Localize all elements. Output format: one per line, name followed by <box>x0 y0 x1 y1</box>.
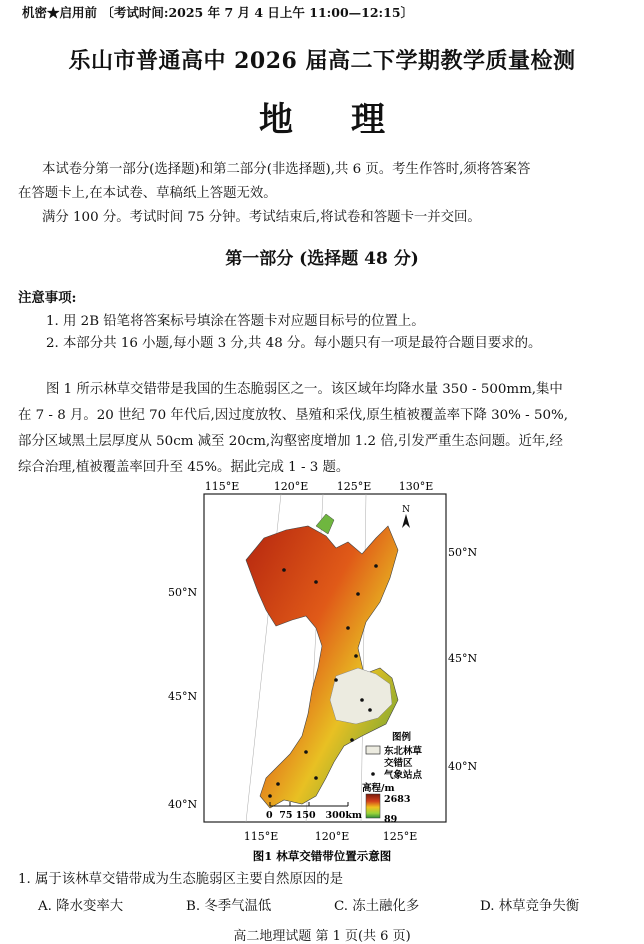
passage-line-1: 图 1 所示林草交错带是我国的生态脆弱区之一。该区域年均降水量 350 - 500mm,集中 <box>46 382 563 397</box>
left-lat-40: 40°N <box>168 798 198 811</box>
option-a[interactable]: A. 降水变率大 <box>38 899 124 914</box>
bottom-lon-120: 120°E <box>314 830 350 843</box>
svg-text:0 75 150 300km: 0 75 150 300km <box>266 810 362 821</box>
option-d[interactable]: D. 林草竞争失衡 <box>480 899 580 914</box>
svg-text:交错区: 交错区 <box>384 758 413 769</box>
exam-title: 乐山市普通高中 2026 届高二下学期教学质量检测 <box>68 48 576 74</box>
page-footer: 高二地理试题 第 1 页(共 6 页) <box>233 929 411 944</box>
notes-label: 注意事项: <box>18 290 77 306</box>
confidential-header: 机密★启用前 〔考试时间:2025 年 7 月 4 日上午 11:00—12:15〕 <box>22 5 414 20</box>
svg-text:图例: 图例 <box>392 732 412 743</box>
figure-1-map <box>166 478 478 868</box>
top-lon-130: 130°E <box>398 480 434 493</box>
svg-text:气象站点: 气象站点 <box>384 770 423 781</box>
right-lat-45: 45°N <box>448 652 478 665</box>
left-lat-45: 45°N <box>168 690 198 703</box>
note-2: 2. 本部分共 16 小题,每小题 3 分,共 48 分。每小题只有一项是最符合题目要求的。 <box>46 336 542 351</box>
passage-line-3: 部分区域黑土层厚度从 50cm 减至 20cm,沟壑密度增加 1.2 倍,引发严重生态问题。近年,经 <box>18 434 563 449</box>
right-lat-40: 40°N <box>448 760 478 773</box>
svg-text:高程/m: 高程/m <box>362 783 395 794</box>
left-lat-50: 50°N <box>168 586 198 599</box>
top-lon-115: 115°E <box>204 480 240 493</box>
svg-text:东北林草: 东北林草 <box>384 746 423 757</box>
svg-text:2683: 2683 <box>384 794 411 805</box>
figure-caption: 图1 林草交错带位置示意图 <box>252 849 392 863</box>
right-lat-50: 50°N <box>448 546 478 559</box>
bottom-lon-125: 125°E <box>382 830 418 843</box>
intro-line-3: 满分 100 分。考试时间 75 分钟。考试结束后,将试卷和答题卡一并交回。 <box>42 210 481 225</box>
top-lon-125: 125°E <box>336 480 372 493</box>
question-1: 1. 属于该林草交错带成为生态脆弱区主要自然原因的是 <box>18 872 344 887</box>
option-c[interactable]: C. 冻土融化多 <box>334 899 420 914</box>
note-1: 1. 用 2B 铅笔将答案标号填涂在答题卡对应题目标号的位置上。 <box>46 314 425 329</box>
top-lon-120: 120°E <box>273 480 309 493</box>
passage-line-2: 在 7 - 8 月。20 世纪 70 年代后,因过度放牧、垦殖和采伐,原生植被覆盖率下降 30% - 50%, <box>18 408 568 423</box>
subject-title: 地理 <box>259 100 443 140</box>
bottom-lon-115: 115°E <box>243 830 279 843</box>
intro-line-2: 在答题卡上,在本试卷、草稿纸上答题无效。 <box>18 186 277 201</box>
svg-text:N: N <box>402 505 410 515</box>
passage-line-4: 综合治理,植被覆盖率回升至 45%。据此完成 1 - 3 题。 <box>18 460 350 475</box>
svg-text:89: 89 <box>384 814 398 825</box>
option-b[interactable]: B. 冬季气温低 <box>186 899 272 914</box>
section-title: 第一部分 (选择题 48 分) <box>225 249 419 269</box>
intro-line-1: 本试卷分第一部分(选择题)和第二部分(非选择题),共 6 页。考生作答时,须将答案答 <box>42 162 531 177</box>
